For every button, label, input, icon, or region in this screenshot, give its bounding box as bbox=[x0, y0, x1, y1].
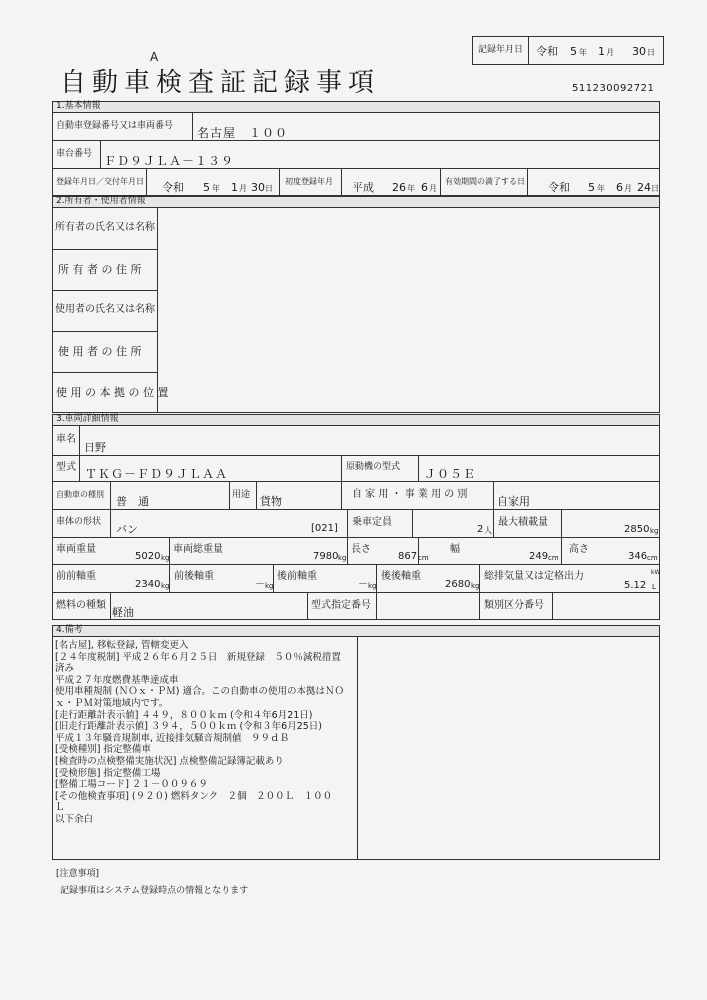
maker-value: 日野 bbox=[84, 441, 106, 454]
capacity-value: 2 bbox=[477, 524, 484, 535]
owner-name-label: 所有者の氏名又は名称 bbox=[55, 222, 155, 233]
document-mark: A bbox=[150, 50, 159, 64]
gross-weight-label: 車両総重量 bbox=[173, 544, 223, 555]
remarks-line: [走行距離計表示値] ４４９，８００ｋｍ (令和４年6月21日) bbox=[55, 709, 313, 721]
front-front-axle-value: 2340 bbox=[135, 579, 161, 590]
remarks-line: [２４年度税制] 平成２６年６月２５日 新規登録 ５０％減税措置 bbox=[55, 651, 341, 663]
rear-rear-axle-label: 後後軸重 bbox=[381, 571, 421, 582]
reg-date-year: 5 bbox=[203, 181, 210, 194]
base-location-label: 使 用 の 本 拠 の 位 置 bbox=[56, 386, 169, 399]
expiry-year-unit: 年 bbox=[597, 184, 605, 193]
reg-number-value: 名古屋 １００ bbox=[197, 126, 289, 140]
body-shape-value: バン bbox=[116, 523, 138, 536]
remarks-line: 使用車種規制 (ＮＯｘ・ＰＭ) 適合。この自動車の使用の本拠はＮＯ bbox=[55, 686, 344, 698]
remarks-list bbox=[55, 640, 344, 826]
reg-date-month: 1 bbox=[231, 181, 238, 194]
use-value: 貨物 bbox=[260, 495, 282, 508]
width-label: 幅 bbox=[450, 544, 460, 555]
reg-date-label: 登録年月日／交付年月日 bbox=[56, 177, 144, 186]
category-number-label: 類別区分番号 bbox=[484, 600, 544, 611]
height-label: 高さ bbox=[569, 544, 589, 555]
user-address-label: 使 用 者 の 住 所 bbox=[58, 345, 142, 358]
weight-value: 5020 bbox=[135, 551, 161, 562]
capacity-unit: 人 bbox=[484, 526, 492, 535]
owner-address-label: 所 有 者 の 住 所 bbox=[58, 263, 142, 276]
displacement-unit-l: L bbox=[652, 583, 656, 591]
body-shape-code: [021] bbox=[311, 523, 338, 534]
record-date-day-unit: 日 bbox=[647, 48, 655, 57]
model-value: ＴＫＧ－ＦＤ９ＪＬＡＡ bbox=[85, 467, 229, 481]
chassis-value: ＦＤ９ＪＬＡ－１３９ bbox=[104, 154, 235, 168]
length-value: 867 bbox=[398, 551, 418, 562]
fuel-type-label: 燃料の種類 bbox=[56, 600, 106, 611]
private-business-value: 自家用 bbox=[497, 495, 530, 508]
body-shape-label: 車体の形状 bbox=[56, 517, 102, 527]
remarks-line: [旧走行距離計表示値] ３９４，５００ｋｍ (令和３年6月25日) bbox=[55, 721, 322, 733]
rear-rear-axle-unit: kg bbox=[471, 582, 480, 590]
height-value: 346 bbox=[628, 551, 648, 562]
front-front-axle-unit: kg bbox=[161, 582, 170, 590]
first-reg-year: 26 bbox=[392, 181, 406, 194]
first-reg-year-unit: 年 bbox=[407, 184, 415, 193]
expiry-day-unit: 日 bbox=[651, 184, 659, 193]
model-label: 型式 bbox=[56, 462, 76, 473]
record-date-year-unit: 年 bbox=[579, 48, 587, 57]
gross-weight-unit: kg bbox=[338, 554, 347, 562]
vehicle-type-label: 自動車の種別 bbox=[56, 490, 104, 499]
engine-label: 原動機の型式 bbox=[346, 462, 401, 472]
front-rear-axle-unit: kg bbox=[265, 582, 274, 590]
remarks-line: [受検種別] 指定整備車 bbox=[55, 744, 151, 756]
rear-front-axle-label: 後前軸重 bbox=[277, 571, 317, 582]
remarks-line: [名古屋], 移転登録, 管轄変更入 bbox=[55, 640, 189, 651]
rear-rear-axle-value: 2680 bbox=[445, 579, 471, 590]
record-date-month-unit: 月 bbox=[606, 48, 614, 57]
max-load-unit: kg bbox=[650, 527, 659, 535]
weight-unit: kg bbox=[161, 554, 170, 562]
record-date-year: 5 bbox=[570, 45, 577, 58]
serial-number: 511230092721 bbox=[572, 83, 655, 94]
user-name-label: 使用者の氏名又は名称 bbox=[55, 304, 155, 315]
notice-text: 記録事項はシステム登録時点の情報となります bbox=[60, 886, 249, 896]
designation-number-label: 型式指定番号 bbox=[311, 600, 371, 611]
fuel-type-value: 軽油 bbox=[112, 606, 134, 619]
remarks-line: [整備工場コード] ２１－００９６９ bbox=[55, 779, 208, 791]
displacement-label: 総排気量又は定格出力 bbox=[484, 571, 584, 582]
first-reg-month: 6 bbox=[421, 181, 428, 194]
length-unit: cm bbox=[418, 554, 429, 562]
first-reg-label: 初度登録年月 bbox=[285, 177, 333, 186]
remarks-line: ｘ・ＰＭ対策地域内です。 bbox=[55, 697, 169, 709]
vehicle-type-value: 普 通 bbox=[116, 495, 149, 508]
expiry-day: 24 bbox=[637, 181, 651, 194]
record-date-month: 1 bbox=[598, 45, 605, 58]
front-front-axle-label: 前前軸重 bbox=[56, 571, 96, 582]
weight-label: 車両重量 bbox=[56, 544, 96, 555]
remarks-line: [その他検査事項] (９２０) 燃料タンク ２個 ２００Ｌ １００ bbox=[55, 790, 333, 802]
gross-weight-value: 7980 bbox=[313, 551, 339, 562]
max-load-label: 最大積載量 bbox=[498, 517, 548, 528]
use-label: 用途 bbox=[232, 490, 251, 500]
reg-date-month-unit: 月 bbox=[239, 184, 247, 193]
expiry-year: 5 bbox=[588, 181, 595, 194]
reg-date-era: 令和 bbox=[162, 181, 184, 194]
remarks-line: 済み bbox=[55, 663, 75, 675]
width-unit: cm bbox=[548, 554, 559, 562]
record-date-label: 記録年月日 bbox=[478, 45, 524, 55]
remarks-line: 平成２７年度燃費基準達成車 bbox=[55, 674, 179, 686]
remarks-line: [検査時の点検整備実施状況] 点検整備記録簿記載あり bbox=[55, 755, 284, 767]
section1-heading: 1.基本情報 bbox=[56, 101, 101, 111]
maker-label: 車名 bbox=[56, 434, 76, 445]
remarks-line: 以下余白 bbox=[55, 813, 94, 825]
displacement-unit-kw: kW bbox=[651, 569, 661, 576]
record-date-era: 令和 bbox=[536, 45, 558, 58]
reg-number-label: 自動車登録番号又は車両番号 bbox=[56, 121, 174, 131]
reg-date-day: 30 bbox=[251, 181, 265, 194]
first-reg-era: 平成 bbox=[352, 181, 374, 194]
record-date-day: 30 bbox=[632, 45, 646, 58]
section4-heading: 4.備考 bbox=[56, 625, 83, 635]
displacement-value: 5.12 bbox=[624, 580, 647, 591]
remarks-line: 平成１３年騒音規制車, 近接排気騒音規制値 ９９ｄＢ bbox=[55, 732, 290, 744]
height-unit: cm bbox=[647, 554, 658, 562]
rear-front-axle-value: － bbox=[358, 579, 368, 590]
private-business-label: 自 家 用 ・ 事 業 用 の 別 bbox=[352, 489, 468, 500]
reg-date-day-unit: 日 bbox=[265, 184, 273, 193]
front-rear-axle-label: 前後軸重 bbox=[174, 571, 214, 582]
expiry-month: 6 bbox=[616, 181, 623, 194]
front-rear-axle-value: － bbox=[255, 579, 265, 590]
max-load-value: 2850 bbox=[624, 524, 650, 535]
expiry-label: 有効期間の満了する日 bbox=[445, 177, 525, 186]
section2-heading: 2.所有者・使用者情報 bbox=[56, 196, 146, 206]
expiry-month-unit: 月 bbox=[624, 184, 632, 193]
expiry-era: 令和 bbox=[548, 181, 570, 194]
width-value: 249 bbox=[529, 551, 549, 562]
rear-front-axle-unit: kg bbox=[368, 582, 377, 590]
length-label: 長さ bbox=[351, 544, 371, 555]
engine-value: Ｊ０５Ｅ bbox=[424, 467, 477, 481]
remarks-line: [受検形態] 指定整備工場 bbox=[55, 767, 161, 779]
reg-date-year-unit: 年 bbox=[212, 184, 220, 193]
page-title: 自動車検査証記録事項 bbox=[60, 68, 381, 98]
remarks-line: Ｌ bbox=[55, 802, 65, 814]
capacity-label: 乗車定員 bbox=[352, 517, 392, 528]
first-reg-month-unit: 月 bbox=[429, 184, 437, 193]
notice-heading: [注意事項] bbox=[56, 869, 100, 879]
section3-heading: 3.車両詳細情報 bbox=[56, 414, 119, 424]
chassis-label: 車台番号 bbox=[56, 149, 93, 159]
